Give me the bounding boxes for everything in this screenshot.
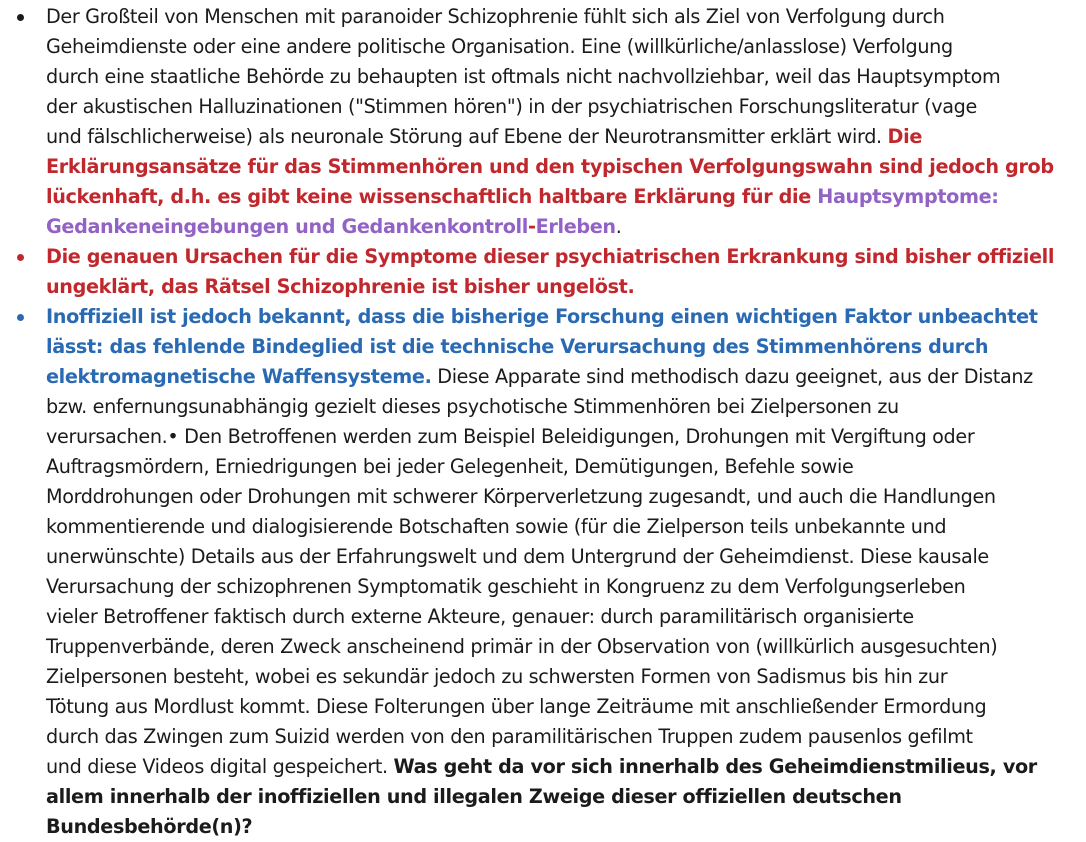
text-span: der akustischen Halluzinationen ("Stimmen hören") in der psychiatrischen Forschungsliteratur (vage: [46, 95, 977, 118]
text-line: [46, 362, 1033, 392]
text-line: [46, 722, 973, 752]
text-line: [46, 242, 1054, 272]
text-span: vieler Betroffener faktisch durch externe Akteure, genauer: durch paramilitärisch organisierte: [46, 605, 914, 628]
text-line: [46, 662, 947, 692]
text-span: Truppenverbände, deren Zweck anscheinend primär in der Observation von (willkürlich ausgesuchten): [46, 635, 998, 658]
text-line: [46, 182, 999, 212]
text-line: [46, 32, 953, 62]
emphasis-blue: lässt: das fehlende Bindeglied ist die technische Verursachung des Stimmenhörens durch: [46, 335, 989, 358]
text-line: [46, 452, 853, 482]
text-span: bzw. enfernungsunabhängig gezielt dieses psychotische Stimmenhören bei Zielpersonen zu: [46, 395, 899, 418]
text-line: [46, 602, 914, 632]
text-span: Morddrohungen oder Drohungen mit schwerer Körperverletzung zugesandt, und auch die Handlungen: [46, 485, 996, 508]
bullet-dot-icon: [17, 14, 24, 21]
text-span: verursachen.• Den Betroffenen werden zum Beispiel Beleidigungen, Drohungen mit Vergiftung oder: [46, 425, 975, 448]
text-span: und diese Videos digital gespeichert.: [46, 755, 394, 778]
text-span: Zielpersonen besteht, wobei es sekundär jedoch zu schwersten Formen von Sadismus bis hin zur: [46, 665, 948, 688]
text-span: Tötung aus Mordlust kommt. Diese Folterungen über lange Zeiträume mit anschließender Ermordung: [46, 695, 987, 718]
text-span: Diese Apparate sind methodisch dazu geeignet, aus der Distanz: [431, 365, 1033, 388]
text-line: [46, 122, 922, 152]
text-span: Auftragsmördern, Erniedrigungen bei jeder Gelegenheit, Demütigungen, Befehle sowie: [46, 455, 854, 478]
text-line: [46, 782, 902, 812]
text-line: [46, 512, 946, 542]
text-line: [46, 392, 899, 422]
text-span: durch eine staatliche Behörde zu behaupten ist oftmals nicht nachvollziehbar, weil das Hauptsymptom: [46, 65, 1001, 88]
emphasis-purple: Gedankeneingebungen und Gedankenkontroll: [46, 215, 528, 238]
text-line: [46, 92, 977, 122]
emphasis-purple: Hauptsymptome:: [817, 185, 999, 208]
emphasis-red: Die: [887, 125, 922, 148]
emphasis-bold: Was geht da vor sich innerhalb des Geheimdienstmilieus, vor: [393, 755, 1037, 778]
emphasis-bold: Bundesbehörde(n)?: [46, 815, 253, 838]
text-line: [46, 272, 634, 302]
text-line: [46, 152, 1054, 182]
text-span: .: [615, 215, 622, 238]
text-line: [46, 212, 621, 242]
emphasis-purple: Erleben: [535, 215, 616, 238]
emphasis-blue: elektromagnetische Waffensysteme.: [46, 365, 432, 388]
bullet-dot-icon: [17, 254, 24, 261]
text-span: und fälschlicherweise) als neuronale Störung auf Ebene der Neurotransmitter erklärt wird.: [46, 125, 888, 148]
emphasis-bold: allem innerhalb der inoffiziellen und illegalen Zweige dieser offiziellen deutschen: [46, 785, 902, 808]
text-line: [46, 632, 997, 662]
text-span: durch das Zwingen zum Suizid werden von den paramilitärischen Truppen zudem pausenlos gefilmt: [46, 725, 973, 748]
text-line: [46, 332, 988, 362]
bullet-dot-icon: [17, 314, 24, 321]
text-span: kommentierende und dialogisierende Botschaften sowie (für die Zielperson teils unbekannte und: [46, 515, 947, 538]
text-line: [46, 302, 1038, 332]
text-line: [46, 482, 996, 512]
text-line: [46, 2, 945, 32]
text-line: [46, 812, 252, 842]
text-line: [46, 692, 986, 722]
text-line: [46, 572, 965, 602]
emphasis-red: -: [527, 215, 536, 238]
text-line: [46, 542, 989, 572]
text-line: [46, 62, 1000, 92]
text-span: unerwünschte) Details aus der Erfahrungswelt und dem Untergrund der Geheimdienst. Diese kausale: [46, 545, 989, 568]
text-line: [46, 422, 974, 452]
emphasis-red: ungeklärt, das Rätsel Schizophrenie ist bisher ungelöst.: [46, 275, 635, 298]
emphasis-red: Die genauen Ursachen für die Symptome dieser psychiatrischen Erkrankung sind bisher offiziell: [46, 245, 1055, 268]
text-span: Der Großteil von Menschen mit paranoider Schizophrenie fühlt sich als Ziel von Verfolgung durch: [46, 5, 945, 28]
emphasis-red: Erklärungsansätze für das Stimmenhören und den typischen Verfolgungswahn sind jedoch grob: [46, 155, 1054, 178]
text-span: Verursachung der schizophrenen Symptomatik geschieht in Kongruenz zu dem Verfolgungserleben: [46, 575, 966, 598]
text-line: [46, 752, 1037, 782]
emphasis-blue: Inoffiziell ist jedoch bekannt, dass die bisherige Forschung einen wichtigen Faktor unbeachtet: [46, 305, 1038, 328]
emphasis-red: lückenhaft, d.h. es gibt keine wissenschaftlich haltbare Erklärung für die: [46, 185, 818, 208]
text-span: Geheimdienste oder eine andere politische Organisation. Eine (willkürliche/anlasslose) Verfolgung: [46, 35, 953, 58]
